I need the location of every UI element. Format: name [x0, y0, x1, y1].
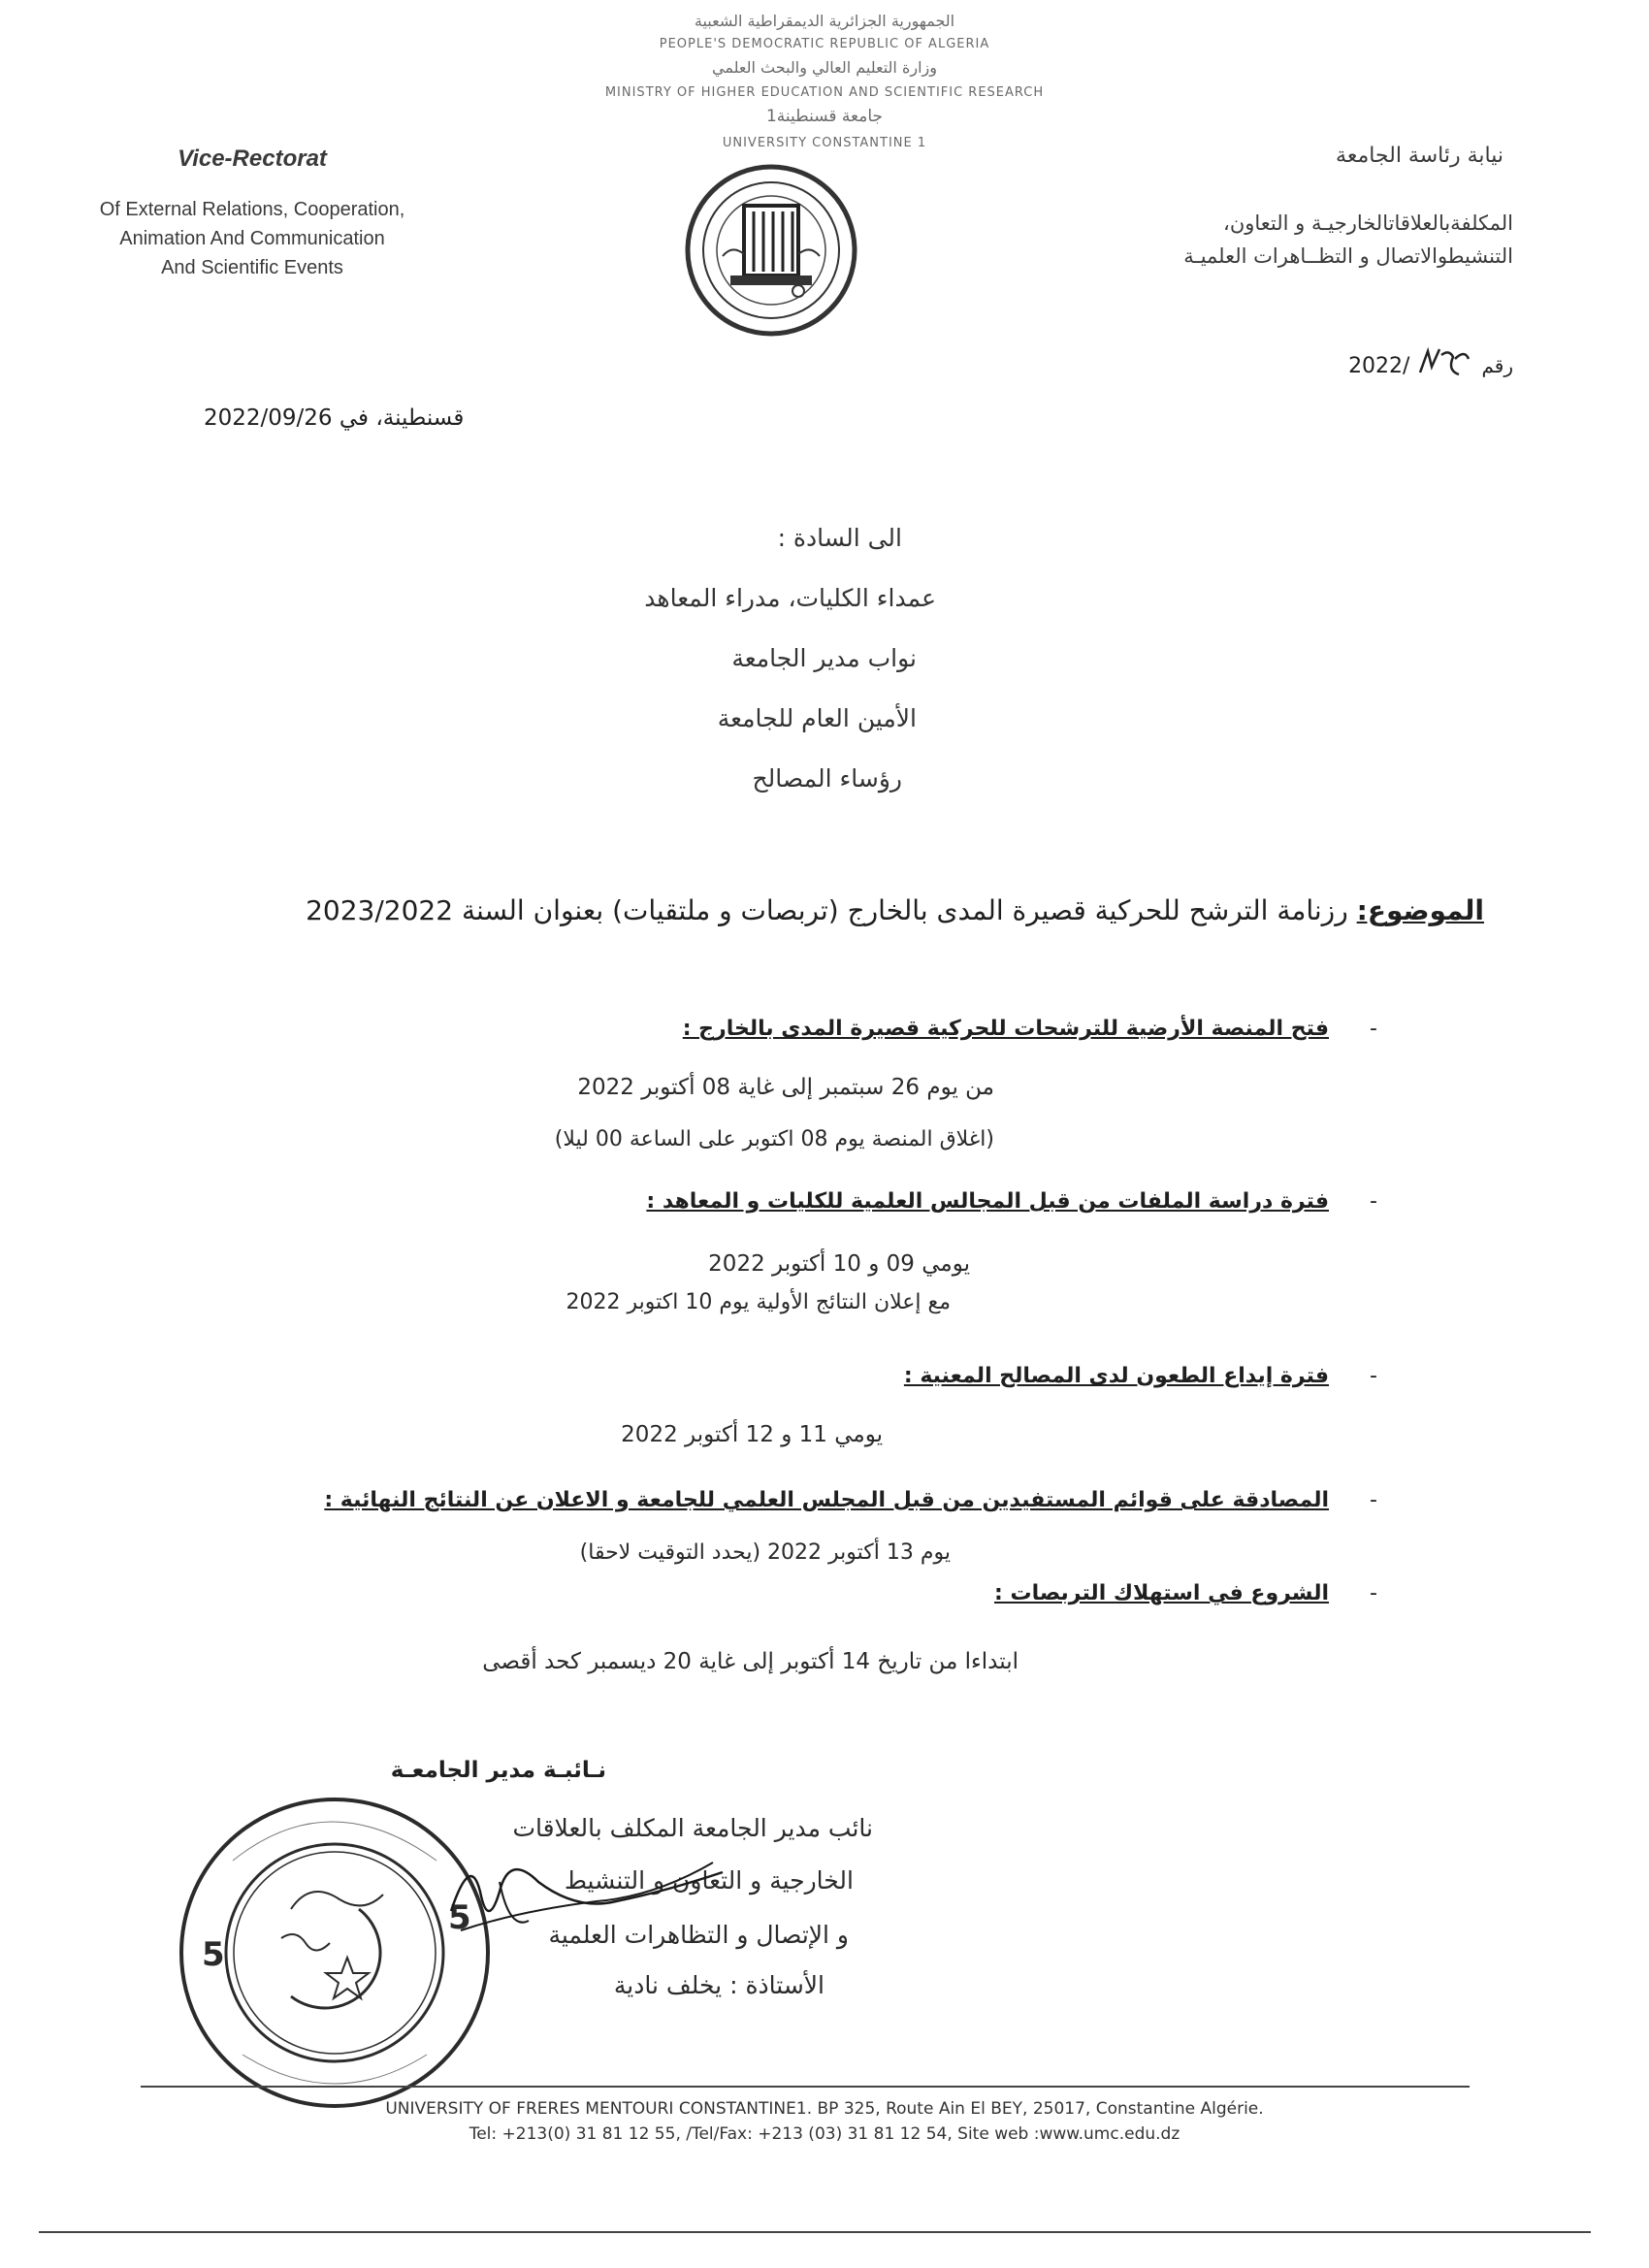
vice-rectorat-title: Vice-Rectorat — [178, 146, 327, 172]
recipient-item: الأمين العام للجامعة — [717, 704, 917, 732]
schedule-item-line: من يوم 26 سبتمبر إلى غاية 08 أكتوبر 2022 — [577, 1075, 994, 1100]
stamp-line: الخارجية و التعاون و التنشيط — [564, 1866, 854, 1895]
handwritten-signature — [441, 1833, 732, 1960]
recipient-item: عمداء الكليات، مدراء المعاهد — [644, 584, 936, 612]
header-en-republic: PEOPLE'S DEMOCRATIC REPUBLIC OF ALGERIA — [659, 37, 990, 51]
vice-rectorat-line-2: Animation And Communication — [119, 228, 385, 249]
niyaba-line-1: المكلفةبالعلاقاتالخارجيـة و التعاون، — [1223, 211, 1513, 235]
stamp-line: نائب مدير الجامعة المكلف بالعلاقات — [512, 1814, 873, 1842]
vice-rectorat-line-3: And Scientific Events — [161, 257, 343, 278]
schedule-item-line: يوم 13 أكتوبر 2022 (يحدد التوقيت لاحقا) — [579, 1540, 951, 1565]
schedule-item-line: يومي 09 و 10 أكتوبر 2022 — [708, 1251, 970, 1277]
subject-line — [306, 894, 1484, 926]
footer-address: UNIVERSITY OF FRERES MENTOURI CONSTANTINE1. BP 325, Route Ain El BEY, 25017, Constantine Algérie. — [385, 2099, 1264, 2119]
schedule-item-line: مع إعلان النتائج الأولية يوم 10 اكتوبر 2022 — [566, 1290, 951, 1314]
header-en-ministry: MINISTRY OF HIGHER EDUCATION AND SCIENTIFIC RESEARCH — [604, 85, 1045, 100]
reference-number — [1348, 345, 1513, 378]
seal-number-right: 5 — [448, 1898, 471, 1937]
header-ar-university: جامعة قسنطينة1 — [765, 107, 884, 126]
schedule-item-line: ابتداءا من تاريخ 14 أكتوبر إلى غاية 20 ديسمبر كحد أقصى — [482, 1649, 1018, 1674]
signature-title: نـائبـة مدير الجامعـة — [390, 1758, 606, 1783]
schedule-item-title: المصادقة على قوائم المستفيدين من قبل المجلس العلمي للجامعة و الاعلان عن النتائج النهائية : — [324, 1488, 1329, 1512]
recipient-item: نواب مدير الجامعة — [731, 644, 917, 672]
recipient-item: رؤساء المصالح — [752, 764, 902, 793]
vice-rectorat-line-1: Of External Relations, Cooperation, — [99, 199, 405, 220]
header-ar-republic: الجمهورية الجزائرية الديمقراطية الشعبية — [694, 12, 955, 30]
bullet-dash: - — [1370, 1017, 1377, 1041]
niyaba-title: نيابة رئاسة الجامعة — [1336, 144, 1504, 168]
schedule-item-title: الشروع في استهلاك التربصات : — [994, 1581, 1329, 1605]
recipients-heading: الى السادة : — [777, 524, 902, 552]
stamp-line: و الإتصال و التظاهرات العلمية — [548, 1921, 849, 1949]
niyaba-line-2: التنشيطوالاتصال و التظــاهرات العلميـة — [1183, 244, 1513, 268]
seal-number-left: 5 — [202, 1935, 225, 1974]
schedule-item-title: فترة إيداع الطعون لدى المصالح المعنية : — [903, 1364, 1329, 1388]
subject-label: الموضوع: — [1356, 894, 1484, 926]
schedule-item-line: (اغلاق المنصة يوم 08 اكتوبر على الساعة 00 ليلا) — [554, 1127, 994, 1151]
reference-value: 2022/ — [1348, 354, 1410, 378]
footer-divider — [141, 2086, 1470, 2088]
handwritten-reference — [1416, 345, 1474, 378]
bullet-dash: - — [1370, 1488, 1377, 1512]
place-date: قسنطينة، في 2022/09/26 — [204, 405, 465, 431]
header-ar-ministry: وزارة التعليم العالي والبحث العلمي — [712, 58, 937, 77]
bullet-dash: - — [1370, 1364, 1377, 1388]
bullet-dash: - — [1370, 1581, 1377, 1605]
schedule-item-line: يومي 11 و 12 أكتوبر 2022 — [621, 1422, 883, 1447]
schedule-item-title: فتح المنصة الأرضية للترشحات للحركية قصيرة المدى بالخارج : — [682, 1017, 1329, 1041]
header-en-university: UNIVERSITY CONSTANTINE 1 — [722, 136, 927, 150]
stamp-line: الأستاذة : يخلف نادية — [613, 1971, 824, 1999]
bottom-scan-line — [39, 2231, 1591, 2233]
schedule-item-title: فترة دراسة الملفات من قبل المجالس العلمية للكليات و المعاهد : — [646, 1189, 1329, 1214]
reference-label: رقم — [1481, 354, 1513, 377]
university-logo — [684, 163, 858, 338]
bullet-dash: - — [1370, 1189, 1377, 1214]
footer-contact: Tel: +213(0) 31 81 12 55, /Tel/Fax: +213 (03) 31 81 12 54, Site web :www.umc.edu.dz — [469, 2124, 1180, 2144]
subject-text: رزنامة الترشح للحركية قصيرة المدى بالخارج (تربصات و ملتقيات) بعنوان السنة 2023/2022 — [306, 894, 1348, 926]
